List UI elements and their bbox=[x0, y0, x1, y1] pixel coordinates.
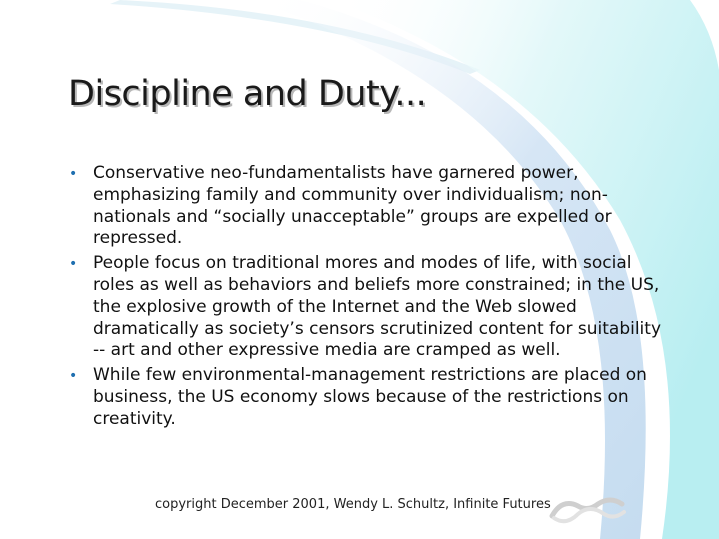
bullet-icon: • bbox=[69, 166, 78, 182]
bullet-text: While few environmental-management restrictions are placed on business, the US economy slows because of the restrictions on creativity. bbox=[93, 365, 647, 429]
list-item bbox=[66, 253, 666, 362]
slide-title: Discipline and Duty... bbox=[68, 74, 427, 114]
bullet-text: Conservative neo-fundamentalists have garnered power, emphasizing family and community over individualism; non-nationals and “socially unacceptable” groups are expelled or repressed. bbox=[93, 163, 612, 249]
bullet-icon: • bbox=[69, 368, 78, 385]
bullet-list bbox=[66, 163, 666, 434]
bullet-icon: • bbox=[69, 256, 78, 273]
copyright-footer: copyright December 2001, Wendy L. Schultz, Infinite Futures bbox=[155, 497, 551, 512]
infinite-futures-logo-icon bbox=[548, 492, 628, 526]
list-item bbox=[66, 163, 666, 250]
bullet-text: People focus on traditional mores and modes of life, with social roles as well as behaviors and beliefs more constrained; in the US, the explosive growth of the Internet and the Web slowed dramatically as society’s censors scrutinized content for suitability -- art and other expressive media are cramped as well. bbox=[93, 253, 662, 361]
list-item bbox=[66, 365, 666, 430]
